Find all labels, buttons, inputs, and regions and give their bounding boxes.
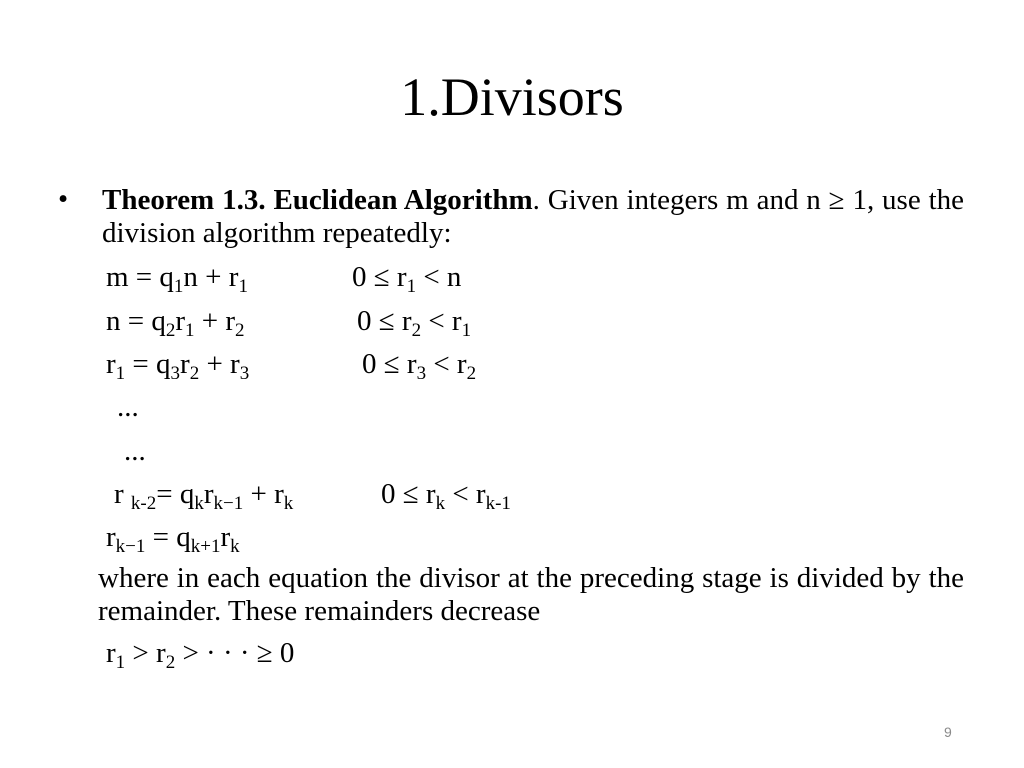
ellipsis-2: ... [124,435,146,467]
final-a-sub: 1 [115,652,126,673]
eqlast-b-sub: k+1 [190,536,221,557]
cond3: 0 ≤ r [362,348,417,380]
eq2-lhs: n = q [106,305,166,337]
eq3-rhs2-sub: 2 [189,363,200,384]
theorem-text: . Given integers m and n ≥ 1, use the division algorithm repeatedly: [102,184,964,249]
eqlast-c-sub: k [230,536,240,557]
eqk-c-sub: k−1 [213,493,244,514]
equation-3 [106,348,250,384]
page-number: 9 [944,724,952,740]
eq2-lhs-sub: 2 [165,320,176,341]
eqlast-b: = q [145,521,191,553]
theorem-paragraph [102,184,964,250]
ellipsis-1: ... [117,391,139,423]
equation-last [106,521,240,557]
eq1-lhs-sub: 1 [173,276,184,297]
eqlast-c: r [220,521,231,553]
eqk-a-sub: k-2 [130,493,157,514]
slide-title: 1.Divisors [400,67,624,127]
final-b: > r [125,637,166,669]
eqk-a: r [114,478,131,510]
condk-sub: k [435,493,446,514]
final-c: > · · · ≥ 0 [175,637,295,669]
eqlast-a-sub: k−1 [115,536,146,557]
equation-k [114,478,294,514]
eq3-rhs2: r [180,348,190,380]
cond3-tail: < r [426,348,467,380]
eqk-d-sub: k [283,493,294,514]
eq2-rhs1: r [175,305,186,337]
cond2-tail: < r [421,305,462,337]
cond1-tail: < n [416,261,462,293]
condition-2 [357,305,472,341]
condition-k [381,478,511,514]
bullet-point: • [58,183,69,215]
closing-paragraph: where in each equation the divisor at the preceding stage is divided by the remainder. These remainders decrease [98,562,964,627]
condition-3 [362,348,477,384]
final-inequality [106,637,295,673]
theorem-label: Theorem 1.3. Euclidean Algorithm [102,184,533,216]
eq1-rhs-sub: 1 [238,276,248,297]
eq3-rhs3: + r [199,348,240,380]
cond1: 0 ≤ r [352,261,407,293]
condk: 0 ≤ r [381,478,436,510]
eqk-d: + r [243,478,284,510]
eq3-lhs-sub: 1 [115,363,126,384]
eq2-rhs2-sub: 2 [235,320,245,341]
cond2-tail-sub: 1 [461,320,472,341]
cond3-sub: 3 [416,363,427,384]
eq2-rhs1-sub: 1 [185,320,195,341]
cond3-tail-sub: 2 [466,363,477,384]
eq3-rhs3-sub: 3 [239,363,250,384]
eqk-b: = q [156,478,195,510]
eq2-rhs2: + r [194,305,236,337]
condition-1 [352,261,462,297]
eqk-b-sub: k [194,493,204,514]
eq3-rhs1-sub: 3 [170,363,181,384]
final-a: r [106,637,116,669]
eq3-rhs1: = q [125,348,171,380]
eq3-lhs: r [106,348,116,380]
cond1-sub: 1 [406,276,417,297]
eq1-lhs: m = q [106,261,174,293]
equation-1 [106,261,248,297]
cond2: 0 ≤ r [357,305,412,337]
equation-2 [106,305,245,341]
final-b-sub: 2 [165,652,176,673]
eq1-rhs: n + r [183,261,239,293]
condk-tail: < r [445,478,486,510]
condk-tail-sub: k-1 [485,493,511,514]
eqk-c: r [203,478,214,510]
eqlast-a: r [106,521,116,553]
cond2-sub: 2 [411,320,422,341]
